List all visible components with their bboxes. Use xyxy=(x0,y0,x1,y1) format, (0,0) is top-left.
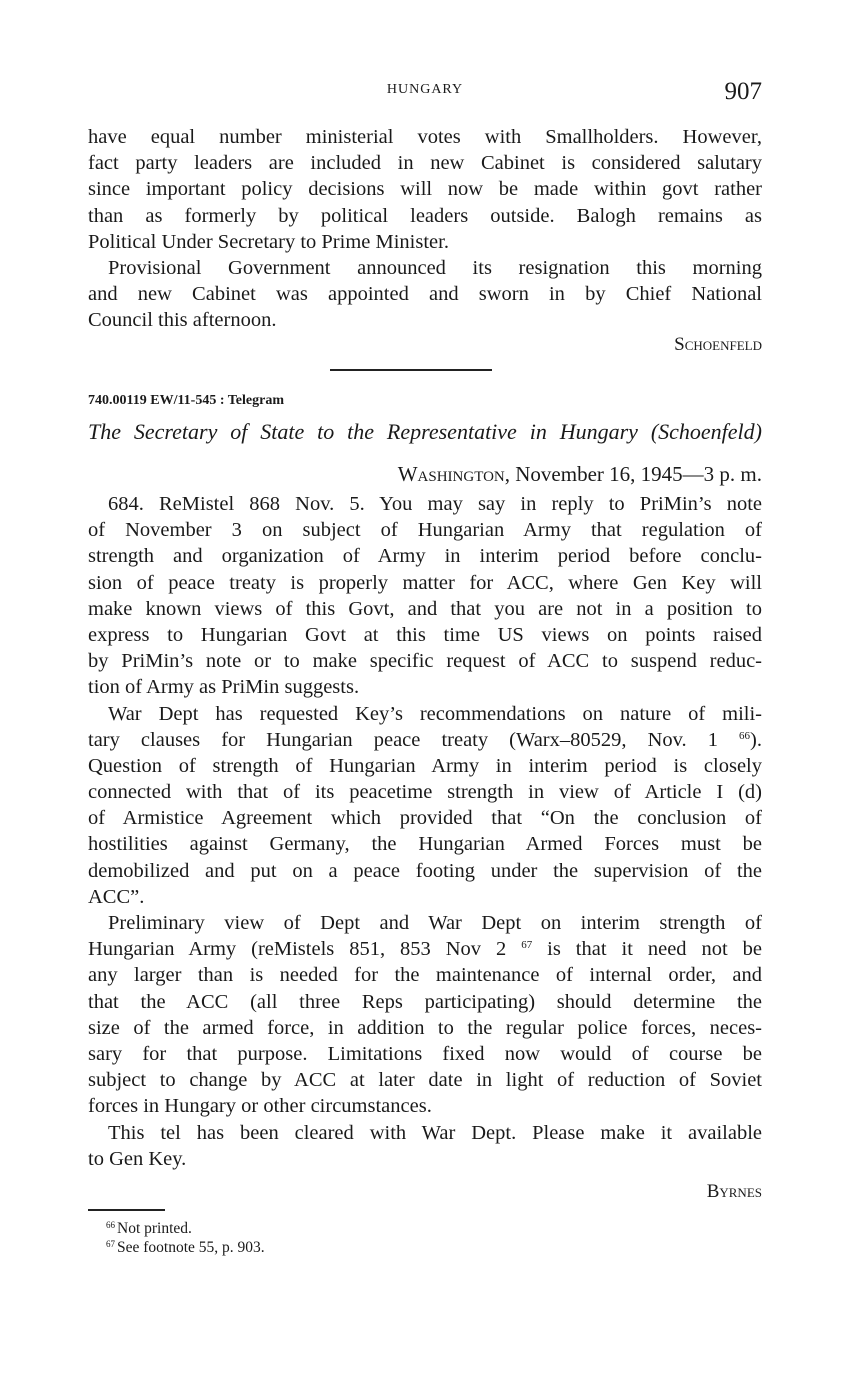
running-head: HUNGARY xyxy=(386,82,464,97)
text-line: Preliminary view of Dept and War Dept on interim strength of xyxy=(108,912,762,934)
text-line: 684. ReMistel 868 Nov. 5. You may say in reply to PriMin’s note xyxy=(108,493,762,515)
text-line: sion of peace treaty is properly matter for ACC, where Gen Key will xyxy=(88,571,762,594)
dateline-place: Washington, xyxy=(397,462,511,486)
file-reference: 740.00119 EW/11-545 : Telegram xyxy=(88,393,284,408)
footnote xyxy=(106,1220,192,1238)
footnote xyxy=(106,1239,265,1257)
telegram-body xyxy=(88,491,762,1172)
text-line: tion of Army as PriMin suggests. xyxy=(88,676,360,699)
text-line: since important policy decisions will now be made within govt rather xyxy=(88,178,762,201)
footnote-ref: 67 xyxy=(521,939,533,952)
text-line: express to Hungarian Govt at this time US views on points raised xyxy=(88,623,762,646)
footnote-number: 66 xyxy=(106,1220,115,1230)
text-line xyxy=(88,936,762,962)
text-line: of November 3 on subject of Hungarian Army that regulation of xyxy=(88,519,762,542)
signature-byrnes: Byrnes xyxy=(706,1181,762,1202)
text-line: This tel has been cleared with War Dept. Please make it available xyxy=(108,1121,762,1144)
text-line: any larger than is needed for the maintenance of internal order, and xyxy=(88,964,762,987)
text-line: than as formerly by political leaders outside. Balogh remains as xyxy=(88,204,762,227)
continued-text xyxy=(88,124,762,334)
text-line: ACC”. xyxy=(88,885,145,908)
text-line: Political Under Secretary to Prime Minister. xyxy=(88,230,449,253)
footnote-ref: 66 xyxy=(739,729,751,742)
footnote-text: Not printed. xyxy=(117,1220,192,1237)
text-segment: ). xyxy=(750,728,762,751)
footnote-number: 67 xyxy=(106,1239,115,1249)
text-line: subject to change by ACC at later date in light of reduction of Soviet xyxy=(88,1069,762,1092)
text-line: demobilized and put on a peace footing under the supervision of the xyxy=(88,859,762,882)
section-divider xyxy=(330,369,492,371)
text-segment: tary clauses for Hungarian peace treaty (Warx–80529, Nov. 1 xyxy=(88,728,740,751)
dateline xyxy=(398,462,762,487)
text-segment: is that it need not be xyxy=(532,938,762,961)
text-line: hostilities against Germany, the Hungarian Armed Forces must be xyxy=(88,833,762,856)
text-line: War Dept has requested Key’s recommendations on nature of mili- xyxy=(108,702,762,725)
text-line: Question of strength of Hungarian Army in interim period is closely xyxy=(88,754,762,777)
text-line: strength and organization of Army in interim period before conclu- xyxy=(88,545,762,568)
text-line: make known views of this Govt, and that you are not in a position to xyxy=(88,597,762,620)
document-title: The Secretary of State to the Representative in Hungary (Schoenfeld) xyxy=(88,419,762,444)
text-line: have equal number ministerial votes with Smallholders. However, xyxy=(88,126,762,148)
dateline-date: November 16, 1945—3 p. m. xyxy=(510,462,762,486)
text-line: sary for that purpose. Limitations fixed now would of course be xyxy=(88,1042,762,1065)
page-number: 907 xyxy=(724,78,762,105)
signature-schoenfeld: Schoenfeld xyxy=(674,334,762,355)
text-line: to Gen Key. xyxy=(88,1147,187,1170)
text-line: of Armistice Agreement which provided that “On the conclusion of xyxy=(88,807,762,830)
text-line: connected with that of its peacetime strength in view of Article I (d) xyxy=(88,781,762,804)
text-line xyxy=(88,727,762,753)
text-segment: Hungarian Army (reMistels 851, 853 Nov 2 xyxy=(88,938,522,961)
text-line: by PriMin’s note or to make specific request of ACC to suspend reduc- xyxy=(88,650,762,673)
text-line: size of the armed force, in addition to the regular police forces, neces- xyxy=(88,1016,762,1039)
text-line: Provisional Government announced its resignation this morning xyxy=(108,256,762,279)
text-line: fact party leaders are included in new Cabinet is considered salutary xyxy=(88,152,762,175)
text-line: and new Cabinet was appointed and sworn in by Chief National xyxy=(88,283,762,306)
text-line: forces in Hungary or other circumstances. xyxy=(88,1095,432,1118)
text-line: Council this afternoon. xyxy=(88,309,277,332)
text-line: that the ACC (all three Reps participating) should determine the xyxy=(88,990,762,1013)
footnote-text: See footnote 55, p. 903. xyxy=(117,1239,265,1256)
footnote-divider xyxy=(88,1209,165,1211)
